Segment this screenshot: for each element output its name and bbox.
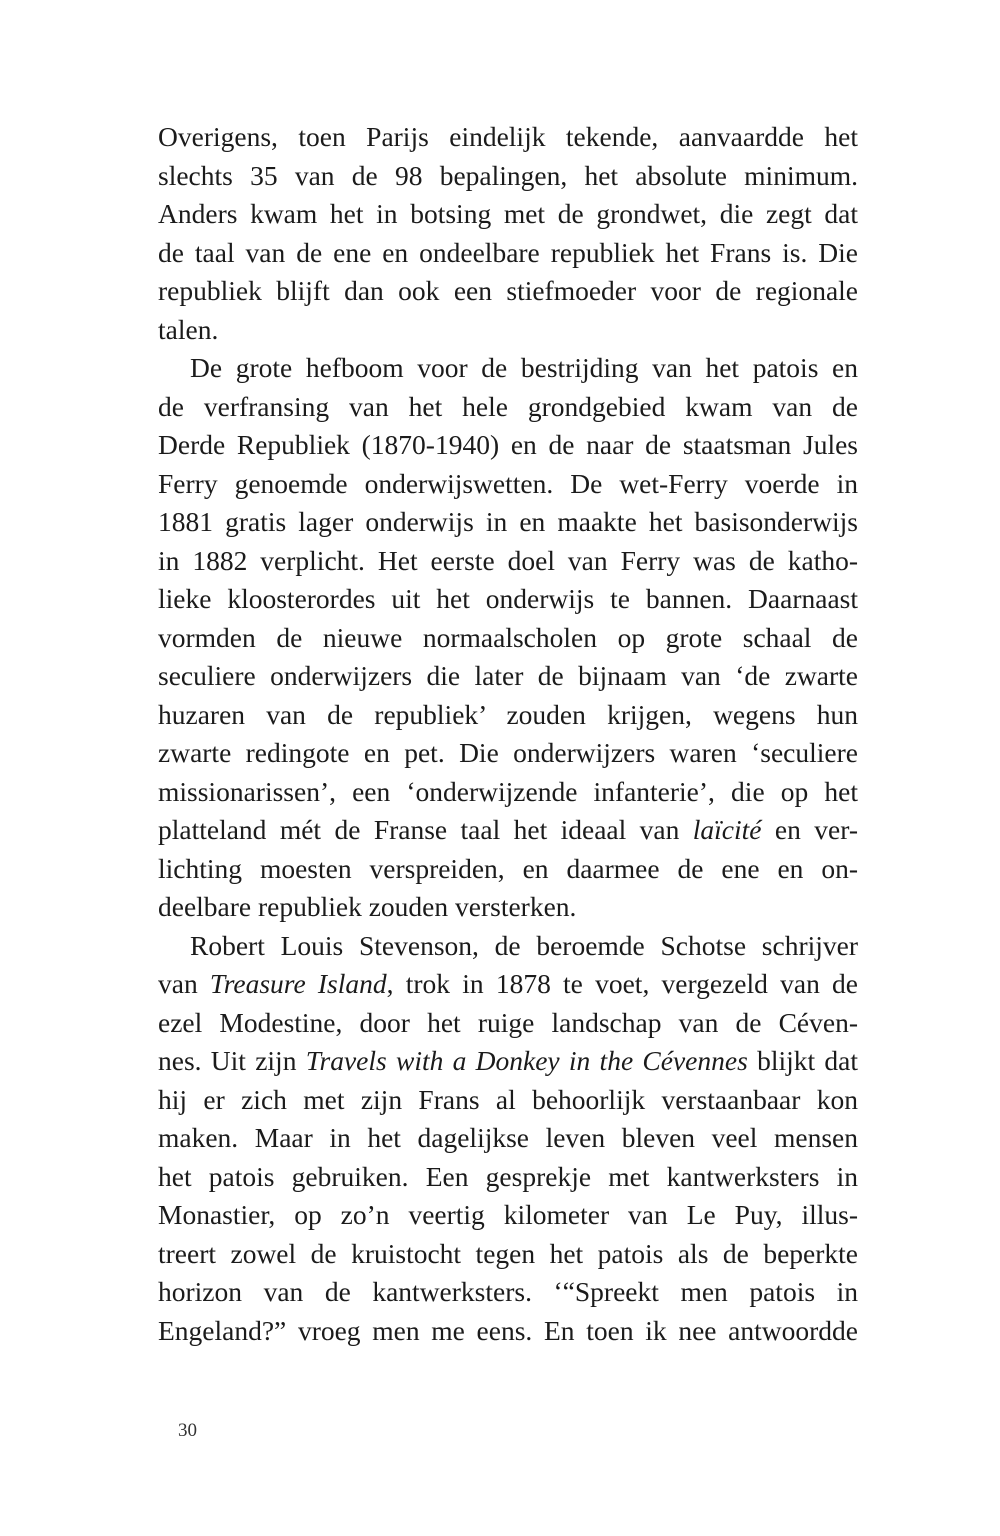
text-line [158,1273,858,1312]
text-segment: , trok in 1878 te voet, vergezeld van de [386,968,858,999]
text-segment: van [158,968,210,999]
text-segment: Monastier, op zo’n veertig kilometer van Le Puy, illus- [158,1199,858,1230]
text-line [158,696,858,735]
text-segment: in 1882 verplicht. Het eerste doel van Ferry was de katho- [158,544,858,576]
text-line [158,195,858,234]
text-segment: en ver- [761,814,858,845]
text-segment: talen. [158,313,219,345]
text-segment: de verfransing van het hele grondgebied kwam van de [158,390,858,422]
body-text [158,118,858,1350]
text-line [158,619,858,658]
text-line [158,118,858,157]
text-segment: het patois gebruiken. Een gesprekje met kantwerksters in [158,1160,858,1192]
text-segment: huzaren van de republiek’ zouden krijgen, wegens hun [158,698,858,730]
text-segment: 1881 gratis lager onderwijs in en maakte het basisonderwijs [158,506,858,537]
text-segment: lichting moesten verspreiden, en daarmee de ene en on- [158,852,858,884]
text-line [158,927,858,966]
text-line [158,811,858,850]
text-segment: missionarissen’, een ‘onderwijzende infanterie’, die op het [158,775,858,807]
text-line [158,1235,858,1274]
text-segment: Ferry genoemde onderwijswetten. De wet-Ferry voerde in [158,467,858,499]
text-segment: deelbare republiek zouden versterken. [158,891,577,922]
text-segment: Robert Louis Stevenson, de beroemde Schotse schrijver [190,929,858,961]
text-line [158,1312,858,1351]
text-line [158,542,858,581]
paragraph [158,118,858,349]
text-segment: zwarte redingote en pet. Die onderwijzers waren ‘seculiere [158,737,858,768]
text-segment: vormden de nieuwe normaalscholen op grote schaal de [158,621,858,653]
text-line [158,503,858,542]
text-segment: Anders kwam het in botsing met de grondwet, die zegt dat [158,198,858,229]
text-segment: Engeland?” vroeg men me eens. En toen ik nee antwoordde [158,1314,858,1346]
text-line [158,580,858,619]
text-line [158,850,858,889]
paragraph [158,349,858,927]
text-segment: horizon van de kantwerksters. ‘“Spreekt men patois in [158,1276,858,1307]
text-segment: treert zowel de kruistocht tegen het patois als de beperkte [158,1237,858,1269]
text-segment: blijkt dat [747,1045,858,1076]
text-line [158,234,858,273]
text-line [158,1004,858,1043]
text-segment: maken. Maar in het dagelijkse leven bleven veel mensen [158,1122,858,1153]
page-number: 30 [178,1420,197,1441]
text-segment: lieke kloosterordes uit het onderwijs te bannen. Daarnaast [158,583,858,614]
text-segment: ezel Modestine, door het ruige landschap van de Céven- [158,1006,858,1038]
italic-text: laïcité [692,814,762,845]
text-segment: slechts 35 van de 98 bepalingen, het absolute minimum. [158,159,858,191]
text-line [158,734,858,773]
text-segment: hij er zich met zijn Frans al behoorlijk verstaanbaar kon [158,1083,858,1115]
text-line [158,773,858,812]
text-segment: Overigens, toen Parijs eindelijk tekende, aanvaardde het [158,121,858,152]
text-line [158,157,858,196]
text-line [158,1042,858,1081]
text-line [158,1196,858,1235]
text-segment: De grote hefboom voor de bestrijding van het patois en [190,352,858,383]
text-line [158,388,858,427]
text-line [158,349,858,388]
text-segment: Derde Republiek (1870-1940) en de naar de staatsman Jules [158,429,858,460]
text-segment: seculiere onderwijzers die later de bijnaam van ‘de zwarte [158,660,858,691]
text-line [158,1158,858,1197]
text-line [158,1081,858,1120]
text-line [158,272,858,311]
text-line [158,1119,858,1158]
text-line [158,426,858,465]
text-line [158,465,858,504]
text-segment: de taal van de ene en ondeelbare republiek het Frans is. Die [158,236,858,268]
paragraph [158,927,858,1351]
text-line [158,311,858,350]
text-segment: platteland mét de Franse taal het ideaal van [158,814,693,845]
text-line [158,657,858,696]
italic-text: Travels with a Donkey in the Cévennes [305,1045,748,1076]
text-line [158,965,858,1004]
text-segment: nes. Uit zijn [158,1045,306,1076]
text-segment: republiek blijft dan ook een stiefmoeder voor de regionale [158,275,858,306]
text-line [158,888,858,927]
italic-text: Treasure Island [209,968,387,999]
